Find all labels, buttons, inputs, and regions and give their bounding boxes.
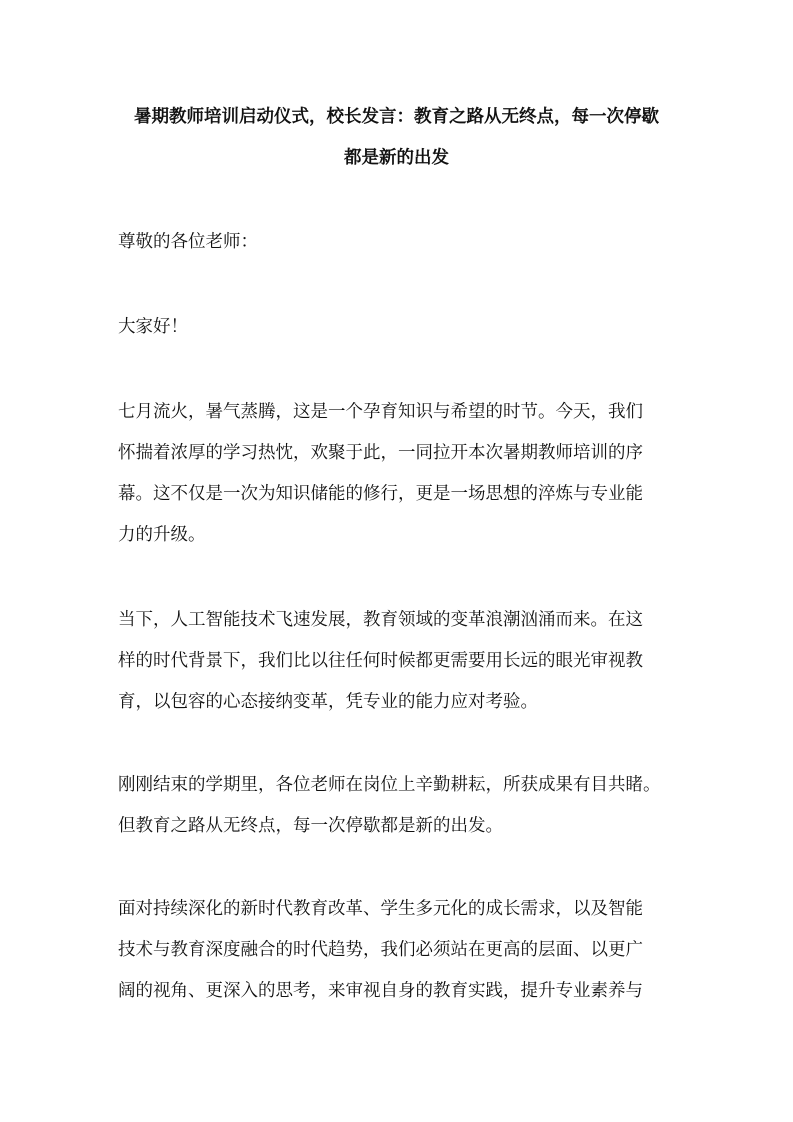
paragraph-line: 育，以包容的心态接纳变革，凭专业的能力应对考验。 [118,692,538,712]
paragraph-line: 怀揣着浓厚的学习热忱，欢聚于此，一同拉开本次暑期教师培训的序 [118,443,643,463]
paragraph-line: 刚刚结束的学期里，各位老师在岗位上辛勤耕耘，所获成果有目共睹。 [118,775,661,795]
salutation: 尊敬的各位老师： [118,232,258,252]
paragraph-line: 阔的视角、更深入的思考，来审视自身的教育实践，提升专业素养与 [118,981,643,1001]
paragraph-line: 但教育之路从无终点，每一次停歇都是新的出发。 [118,816,503,836]
paragraph-line: 七月流火，暑气蒸腾，这是一个孕育知识与希望的时节。今天，我们 [118,402,643,422]
paragraph-line: 技术与教育深度融合的时代趋势，我们必须站在更高的层面、以更广 [118,940,643,960]
paragraph-line: 当下，人工智能技术飞速发展，教育领域的变革浪潮汹涌而来。在这 [118,610,643,630]
paragraph-4 [118,889,678,1012]
greeting: 大家好！ [118,317,188,337]
paragraph-3 [118,765,678,847]
paragraph-1 [118,392,678,556]
paragraph-2 [118,600,678,723]
paragraph-line: 样的时代背景下，我们比以往任何时候都更需要用长远的眼光审视教 [118,651,643,671]
paragraph-line: 面对持续深化的新时代教育改革、学生多元化的成长需求，以及智能 [118,899,643,919]
paragraph-line: 幕。这不仅是一次为知识储能的修行，更是一场思想的淬炼与专业能 [118,484,643,504]
title-line-2: 都是新的出发 [344,148,449,168]
document-title [100,97,693,179]
title-line-1: 暑期教师培训启动仪式，校长发言：教育之路从无终点，每一次停歇 [134,107,659,127]
paragraph-line: 力的升级。 [118,525,206,545]
